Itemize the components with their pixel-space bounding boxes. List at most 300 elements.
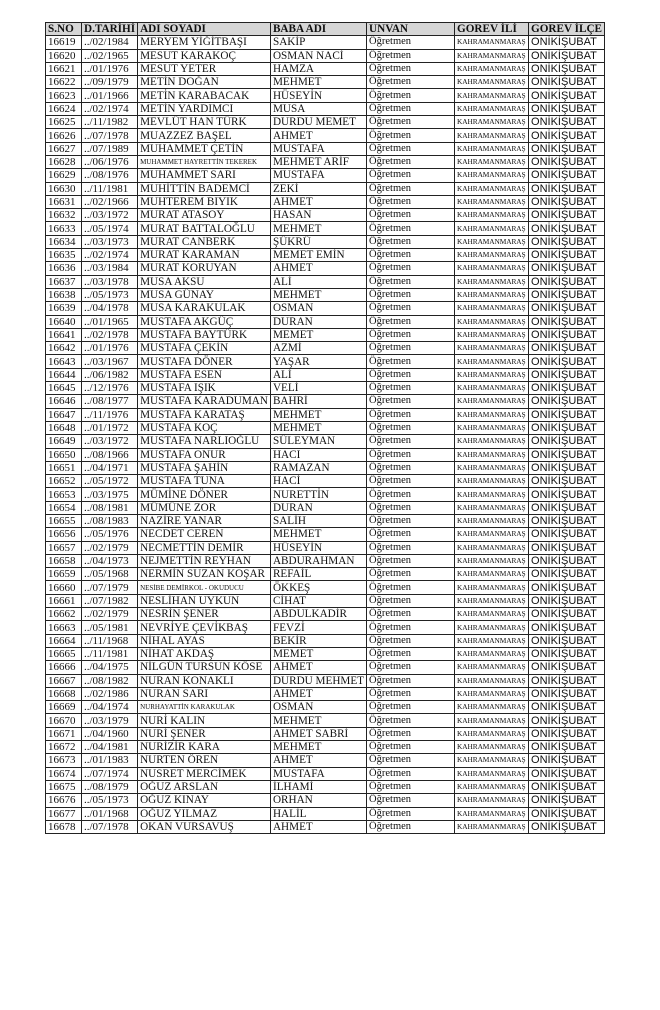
table-row xyxy=(46,262,605,275)
cell-district: ONİKİŞUBAT xyxy=(529,328,605,341)
cell-sno: 16631 xyxy=(46,195,82,208)
cell-full-name: MURAT BATTALOĞLU xyxy=(138,222,271,235)
cell-birth-date: ../02/1984 xyxy=(82,36,138,49)
cell-father-name: HALİL xyxy=(270,807,366,820)
cell-sno: 16648 xyxy=(46,421,82,434)
cell-birth-date: ../08/1982 xyxy=(82,674,138,687)
cell-father-name: MEMET xyxy=(270,328,366,341)
cell-full-name: OĞUZ KINAY xyxy=(138,794,271,807)
cell-title: Öğretmen xyxy=(367,674,455,687)
cell-title: Öğretmen xyxy=(367,328,455,341)
table-row xyxy=(46,421,605,434)
table-row xyxy=(46,342,605,355)
cell-full-name: NERMİN SUZAN KOŞAR xyxy=(138,568,271,581)
cell-sno: 16650 xyxy=(46,448,82,461)
table-row xyxy=(46,435,605,448)
cell-title: Öğretmen xyxy=(367,36,455,49)
cell-district: ONİKİŞUBAT xyxy=(529,568,605,581)
cell-full-name: NİLGÜN TURSUN KÖSE xyxy=(138,661,271,674)
cell-sno: 16624 xyxy=(46,102,82,115)
cell-full-name: MUSTAFA KARATAŞ xyxy=(138,408,271,421)
cell-title: Öğretmen xyxy=(367,820,455,833)
table-row xyxy=(46,129,605,142)
cell-full-name: MUSA GÜNAY xyxy=(138,288,271,301)
cell-province: KAHRAMANMARAŞ xyxy=(455,435,529,448)
cell-province: KAHRAMANMARAŞ xyxy=(455,541,529,554)
cell-sno: 16635 xyxy=(46,249,82,262)
cell-birth-date: ../03/1978 xyxy=(82,275,138,288)
cell-title: Öğretmen xyxy=(367,754,455,767)
cell-father-name: BAHRİ xyxy=(270,395,366,408)
table-row xyxy=(46,674,605,687)
cell-district: ONİKİŞUBAT xyxy=(529,514,605,527)
cell-father-name: MEHMET ARİF xyxy=(270,155,366,168)
table-row xyxy=(46,807,605,820)
cell-province: KAHRAMANMARAŞ xyxy=(455,701,529,714)
cell-sno: 16668 xyxy=(46,687,82,700)
cell-province: KAHRAMANMARAŞ xyxy=(455,342,529,355)
cell-district: ONİKİŞUBAT xyxy=(529,342,605,355)
cell-birth-date: ../07/1982 xyxy=(82,594,138,607)
cell-district: ONİKİŞUBAT xyxy=(529,116,605,129)
cell-title: Öğretmen xyxy=(367,382,455,395)
cell-full-name: MUSTAFA BAYTÜRK xyxy=(138,328,271,341)
cell-father-name: DURDU MEHMET xyxy=(270,674,366,687)
cell-district: ONİKİŞUBAT xyxy=(529,195,605,208)
cell-birth-date: ../07/1978 xyxy=(82,820,138,833)
cell-sno: 16627 xyxy=(46,142,82,155)
cell-title: Öğretmen xyxy=(367,528,455,541)
cell-district: ONİKİŞUBAT xyxy=(529,395,605,408)
table-row xyxy=(46,275,605,288)
cell-province: KAHRAMANMARAŞ xyxy=(455,554,529,567)
table-row xyxy=(46,235,605,248)
cell-sno: 16626 xyxy=(46,129,82,142)
cell-birth-date: ../12/1976 xyxy=(82,382,138,395)
cell-birth-date: ../03/1979 xyxy=(82,714,138,727)
cell-birth-date: ../01/1965 xyxy=(82,315,138,328)
cell-province: KAHRAMANMARAŞ xyxy=(455,36,529,49)
cell-birth-date: ../08/1977 xyxy=(82,395,138,408)
cell-province: KAHRAMANMARAŞ xyxy=(455,288,529,301)
table-row xyxy=(46,780,605,793)
cell-full-name: MUSTAFA TUNA xyxy=(138,475,271,488)
cell-father-name: VELİ xyxy=(270,382,366,395)
cell-province: KAHRAMANMARAŞ xyxy=(455,62,529,75)
cell-district: ONİKİŞUBAT xyxy=(529,594,605,607)
cell-district: ONİKİŞUBAT xyxy=(529,634,605,647)
cell-birth-date: ../07/1974 xyxy=(82,767,138,780)
cell-father-name: ALİ xyxy=(270,275,366,288)
cell-sno: 16632 xyxy=(46,209,82,222)
header-province: GOREV İLİ xyxy=(455,23,529,36)
cell-full-name: OĞUZ ARSLAN xyxy=(138,780,271,793)
header-full-name: ADI SOYADI xyxy=(138,23,271,36)
cell-province: KAHRAMANMARAŞ xyxy=(455,807,529,820)
cell-birth-date: ../03/1972 xyxy=(82,209,138,222)
cell-district: ONİKİŞUBAT xyxy=(529,501,605,514)
cell-father-name: ZEKİ xyxy=(270,182,366,195)
cell-father-name: AHMET xyxy=(270,661,366,674)
table-row xyxy=(46,767,605,780)
table-row xyxy=(46,182,605,195)
cell-title: Öğretmen xyxy=(367,608,455,621)
cell-sno: 16656 xyxy=(46,528,82,541)
cell-birth-date: ../04/1981 xyxy=(82,741,138,754)
cell-province: KAHRAMANMARAŞ xyxy=(455,235,529,248)
cell-district: ONİKİŞUBAT xyxy=(529,262,605,275)
cell-title: Öğretmen xyxy=(367,634,455,647)
cell-father-name: MEHMET xyxy=(270,288,366,301)
cell-birth-date: ../04/1971 xyxy=(82,461,138,474)
cell-district: ONİKİŞUBAT xyxy=(529,741,605,754)
cell-sno: 16623 xyxy=(46,89,82,102)
cell-father-name: SALİH xyxy=(270,514,366,527)
cell-title: Öğretmen xyxy=(367,767,455,780)
table-row xyxy=(46,714,605,727)
cell-title: Öğretmen xyxy=(367,342,455,355)
table-body xyxy=(46,36,605,834)
cell-father-name: ALİ xyxy=(270,368,366,381)
cell-sno: 16646 xyxy=(46,395,82,408)
cell-province: KAHRAMANMARAŞ xyxy=(455,820,529,833)
cell-province: KAHRAMANMARAŞ xyxy=(455,155,529,168)
cell-father-name: CİHAT xyxy=(270,594,366,607)
cell-father-name: AHMET xyxy=(270,687,366,700)
cell-full-name: MUSTAFA ÇEKİN xyxy=(138,342,271,355)
cell-province: KAHRAMANMARAŞ xyxy=(455,501,529,514)
table-row xyxy=(46,368,605,381)
table-row xyxy=(46,49,605,62)
cell-district: ONİKİŞUBAT xyxy=(529,249,605,262)
header-district: GOREV İLÇE xyxy=(529,23,605,36)
cell-father-name: MEMET xyxy=(270,647,366,660)
cell-full-name: NECMETTİN DEMİR xyxy=(138,541,271,554)
cell-sno: 16633 xyxy=(46,222,82,235)
cell-sno: 16652 xyxy=(46,475,82,488)
cell-full-name: MUSTAFA DÖNER xyxy=(138,355,271,368)
cell-birth-date: ../04/1978 xyxy=(82,302,138,315)
cell-province: KAHRAMANMARAŞ xyxy=(455,621,529,634)
cell-district: ONİKİŞUBAT xyxy=(529,76,605,89)
cell-district: ONİKİŞUBAT xyxy=(529,661,605,674)
table-row xyxy=(46,488,605,501)
table-row xyxy=(46,102,605,115)
cell-full-name: METİN DOĞAN xyxy=(138,76,271,89)
cell-full-name: MESUT YETER xyxy=(138,62,271,75)
cell-sno: 16673 xyxy=(46,754,82,767)
cell-sno: 16657 xyxy=(46,541,82,554)
cell-father-name: AHMET xyxy=(270,820,366,833)
cell-father-name: HÜSEYİN xyxy=(270,541,366,554)
cell-birth-date: ../05/1974 xyxy=(82,222,138,235)
cell-sno: 16639 xyxy=(46,302,82,315)
cell-full-name: NURAN SARI xyxy=(138,687,271,700)
cell-title: Öğretmen xyxy=(367,155,455,168)
table-row xyxy=(46,475,605,488)
header-sno: S.NO xyxy=(46,23,82,36)
cell-full-name: NURİZİR KARA xyxy=(138,741,271,754)
cell-birth-date: ../01/1966 xyxy=(82,89,138,102)
cell-full-name: OKAN VURSAVUŞ xyxy=(138,820,271,833)
cell-full-name: NESLİHAN UYKUN xyxy=(138,594,271,607)
cell-district: ONİKİŞUBAT xyxy=(529,608,605,621)
table-row xyxy=(46,382,605,395)
cell-full-name: NUSRET MERCİMEK xyxy=(138,767,271,780)
cell-birth-date: ../08/1966 xyxy=(82,448,138,461)
cell-province: KAHRAMANMARAŞ xyxy=(455,421,529,434)
cell-birth-date: ../04/1973 xyxy=(82,554,138,567)
cell-father-name: REFAİL xyxy=(270,568,366,581)
cell-title: Öğretmen xyxy=(367,501,455,514)
cell-father-name: MEMET EMİN xyxy=(270,249,366,262)
cell-district: ONİKİŞUBAT xyxy=(529,674,605,687)
cell-sno: 16619 xyxy=(46,36,82,49)
cell-birth-date: ../02/1974 xyxy=(82,249,138,262)
cell-district: ONİKİŞUBAT xyxy=(529,647,605,660)
table-row xyxy=(46,116,605,129)
cell-district: ONİKİŞUBAT xyxy=(529,89,605,102)
cell-full-name: NURHAYATTİN KARAKULAK xyxy=(138,701,271,714)
cell-province: KAHRAMANMARAŞ xyxy=(455,249,529,262)
cell-full-name: MUSTAFA IŞIK xyxy=(138,382,271,395)
cell-sno: 16660 xyxy=(46,581,82,594)
cell-title: Öğretmen xyxy=(367,475,455,488)
cell-sno: 16675 xyxy=(46,780,82,793)
cell-father-name: MUSA xyxy=(270,102,366,115)
cell-father-name: OSMAN xyxy=(270,302,366,315)
cell-province: KAHRAMANMARAŞ xyxy=(455,195,529,208)
cell-sno: 16669 xyxy=(46,701,82,714)
cell-province: KAHRAMANMARAŞ xyxy=(455,488,529,501)
cell-title: Öğretmen xyxy=(367,408,455,421)
cell-title: Öğretmen xyxy=(367,395,455,408)
cell-birth-date: ../05/1976 xyxy=(82,528,138,541)
cell-province: KAHRAMANMARAŞ xyxy=(455,475,529,488)
cell-birth-date: ../05/1972 xyxy=(82,475,138,488)
cell-province: KAHRAMANMARAŞ xyxy=(455,395,529,408)
table-row xyxy=(46,568,605,581)
cell-father-name: SAKİP xyxy=(270,36,366,49)
cell-title: Öğretmen xyxy=(367,461,455,474)
cell-full-name: NEJMETTİN REYHAN xyxy=(138,554,271,567)
cell-full-name: MÜMÜNE ZOR xyxy=(138,501,271,514)
cell-full-name: MEVLÜT HAN TÜRK xyxy=(138,116,271,129)
cell-province: KAHRAMANMARAŞ xyxy=(455,528,529,541)
table-row xyxy=(46,501,605,514)
personnel-table xyxy=(45,22,605,834)
table-row xyxy=(46,209,605,222)
cell-father-name: HACI xyxy=(270,448,366,461)
cell-province: KAHRAMANMARAŞ xyxy=(455,116,529,129)
cell-father-name: MEHMET xyxy=(270,741,366,754)
cell-birth-date: ../04/1960 xyxy=(82,727,138,740)
cell-full-name: MUHİTTİN BADEMCİ xyxy=(138,182,271,195)
cell-title: Öğretmen xyxy=(367,76,455,89)
cell-title: Öğretmen xyxy=(367,249,455,262)
cell-father-name: MEHMET xyxy=(270,76,366,89)
cell-sno: 16671 xyxy=(46,727,82,740)
cell-province: KAHRAMANMARAŞ xyxy=(455,129,529,142)
table-row xyxy=(46,448,605,461)
cell-birth-date: ../08/1979 xyxy=(82,780,138,793)
cell-father-name: ABDULKADİR xyxy=(270,608,366,621)
table-row xyxy=(46,62,605,75)
cell-district: ONİKİŞUBAT xyxy=(529,222,605,235)
cell-father-name: MEHMET xyxy=(270,408,366,421)
cell-birth-date: ../06/1982 xyxy=(82,368,138,381)
cell-district: ONİKİŞUBAT xyxy=(529,714,605,727)
cell-sno: 16634 xyxy=(46,235,82,248)
table-row xyxy=(46,581,605,594)
cell-sno: 16642 xyxy=(46,342,82,355)
cell-province: KAHRAMANMARAŞ xyxy=(455,275,529,288)
cell-birth-date: ../11/1981 xyxy=(82,647,138,660)
cell-district: ONİKİŞUBAT xyxy=(529,687,605,700)
cell-district: ONİKİŞUBAT xyxy=(529,302,605,315)
cell-father-name: ABDURAHMAN xyxy=(270,554,366,567)
cell-sno: 16659 xyxy=(46,568,82,581)
table-row xyxy=(46,302,605,315)
cell-birth-date: ../05/1973 xyxy=(82,288,138,301)
cell-district: ONİKİŞUBAT xyxy=(529,581,605,594)
cell-sno: 16653 xyxy=(46,488,82,501)
table-row xyxy=(46,687,605,700)
cell-father-name: MUSTAFA xyxy=(270,142,366,155)
cell-father-name: DURAN xyxy=(270,315,366,328)
cell-title: Öğretmen xyxy=(367,488,455,501)
cell-full-name: MURAT KARAMAN xyxy=(138,249,271,262)
cell-full-name: MUSTAFA KOÇ xyxy=(138,421,271,434)
cell-father-name: HAMZA xyxy=(270,62,366,75)
cell-province: KAHRAMANMARAŞ xyxy=(455,461,529,474)
cell-title: Öğretmen xyxy=(367,368,455,381)
cell-birth-date: ../08/1976 xyxy=(82,169,138,182)
cell-title: Öğretmen xyxy=(367,435,455,448)
table-row xyxy=(46,514,605,527)
cell-title: Öğretmen xyxy=(367,62,455,75)
cell-full-name: MUHAMMET ÇETİN xyxy=(138,142,271,155)
table-row xyxy=(46,741,605,754)
table-row xyxy=(46,754,605,767)
cell-father-name: OSMAN NACİ xyxy=(270,49,366,62)
cell-birth-date: ../07/1979 xyxy=(82,581,138,594)
cell-sno: 16677 xyxy=(46,807,82,820)
cell-birth-date: ../11/1981 xyxy=(82,182,138,195)
cell-full-name: NURİ ŞENER xyxy=(138,727,271,740)
table-row xyxy=(46,621,605,634)
cell-district: ONİKİŞUBAT xyxy=(529,448,605,461)
table-row xyxy=(46,634,605,647)
cell-sno: 16620 xyxy=(46,49,82,62)
cell-birth-date: ../07/1978 xyxy=(82,129,138,142)
cell-father-name: FEVZİ xyxy=(270,621,366,634)
cell-birth-date: ../08/1981 xyxy=(82,501,138,514)
cell-title: Öğretmen xyxy=(367,195,455,208)
cell-province: KAHRAMANMARAŞ xyxy=(455,448,529,461)
cell-province: KAHRAMANMARAŞ xyxy=(455,368,529,381)
cell-full-name: NURAN KONAKLI xyxy=(138,674,271,687)
cell-district: ONİKİŞUBAT xyxy=(529,528,605,541)
cell-birth-date: ../03/1984 xyxy=(82,262,138,275)
cell-sno: 16664 xyxy=(46,634,82,647)
cell-title: Öğretmen xyxy=(367,102,455,115)
cell-father-name: AHMET xyxy=(270,129,366,142)
cell-province: KAHRAMANMARAŞ xyxy=(455,328,529,341)
cell-father-name: MUSTAFA xyxy=(270,767,366,780)
cell-father-name: MEHMET xyxy=(270,714,366,727)
header-birth-date: D.TARİHİ xyxy=(82,23,138,36)
cell-province: KAHRAMANMARAŞ xyxy=(455,687,529,700)
cell-province: KAHRAMANMARAŞ xyxy=(455,514,529,527)
cell-full-name: MÜMİNE DÖNER xyxy=(138,488,271,501)
cell-father-name: AHMET xyxy=(270,195,366,208)
cell-father-name: AZMİ xyxy=(270,342,366,355)
cell-title: Öğretmen xyxy=(367,581,455,594)
header-title: UNVAN xyxy=(367,23,455,36)
table-row xyxy=(46,554,605,567)
cell-district: ONİKİŞUBAT xyxy=(529,382,605,395)
cell-province: KAHRAMANMARAŞ xyxy=(455,767,529,780)
cell-father-name: HÜSEYİN xyxy=(270,89,366,102)
cell-birth-date: ../01/1983 xyxy=(82,754,138,767)
cell-district: ONİKİŞUBAT xyxy=(529,461,605,474)
cell-full-name: MUHTEREM BIYIK xyxy=(138,195,271,208)
cell-birth-date: ../08/1983 xyxy=(82,514,138,527)
cell-district: ONİKİŞUBAT xyxy=(529,368,605,381)
cell-full-name: MURAT KORUYAN xyxy=(138,262,271,275)
cell-district: ONİKİŞUBAT xyxy=(529,209,605,222)
cell-sno: 16663 xyxy=(46,621,82,634)
cell-sno: 16654 xyxy=(46,501,82,514)
cell-father-name: ŞÜKRÜ xyxy=(270,235,366,248)
cell-title: Öğretmen xyxy=(367,89,455,102)
cell-full-name: NİHAT AKDAŞ xyxy=(138,647,271,660)
cell-full-name: METİN YARDIMCI xyxy=(138,102,271,115)
cell-sno: 16630 xyxy=(46,182,82,195)
cell-district: ONİKİŞUBAT xyxy=(529,235,605,248)
cell-title: Öğretmen xyxy=(367,741,455,754)
table-row xyxy=(46,608,605,621)
cell-full-name: MUSTAFA KARADUMAN xyxy=(138,395,271,408)
cell-district: ONİKİŞUBAT xyxy=(529,780,605,793)
cell-birth-date: ../05/1968 xyxy=(82,568,138,581)
cell-district: ONİKİŞUBAT xyxy=(529,554,605,567)
cell-birth-date: ../02/1979 xyxy=(82,608,138,621)
table-row xyxy=(46,155,605,168)
cell-sno: 16658 xyxy=(46,554,82,567)
cell-district: ONİKİŞUBAT xyxy=(529,142,605,155)
cell-district: ONİKİŞUBAT xyxy=(529,102,605,115)
cell-province: KAHRAMANMARAŞ xyxy=(455,780,529,793)
cell-title: Öğretmen xyxy=(367,554,455,567)
table-row xyxy=(46,315,605,328)
cell-birth-date: ../04/1975 xyxy=(82,661,138,674)
cell-province: KAHRAMANMARAŞ xyxy=(455,142,529,155)
table-row xyxy=(46,328,605,341)
cell-province: KAHRAMANMARAŞ xyxy=(455,754,529,767)
cell-sno: 16645 xyxy=(46,382,82,395)
table-row xyxy=(46,36,605,49)
cell-province: KAHRAMANMARAŞ xyxy=(455,634,529,647)
cell-title: Öğretmen xyxy=(367,687,455,700)
cell-province: KAHRAMANMARAŞ xyxy=(455,182,529,195)
cell-birth-date: ../07/1989 xyxy=(82,142,138,155)
table-row xyxy=(46,528,605,541)
cell-title: Öğretmen xyxy=(367,780,455,793)
table-row xyxy=(46,820,605,833)
table-row xyxy=(46,461,605,474)
